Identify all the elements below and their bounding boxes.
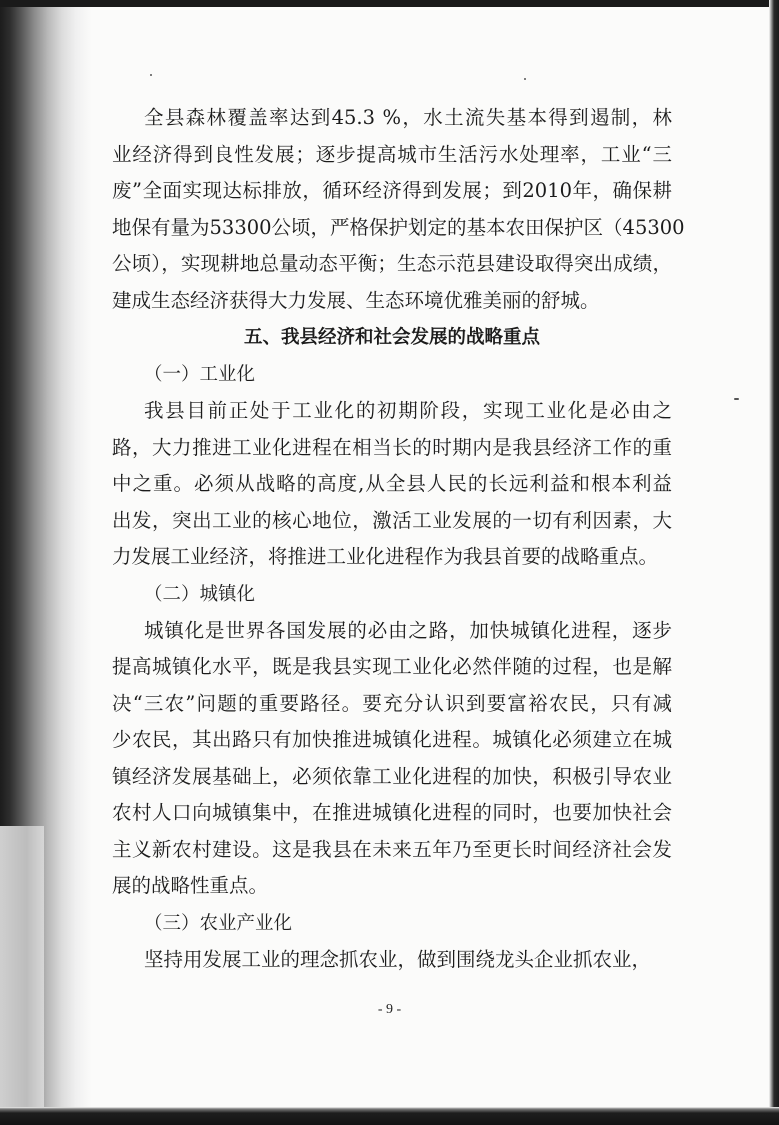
paragraph-line: 决“三农”问题的重要路径。要充分认识到要富裕农民，只有减	[112, 691, 672, 715]
agriculture-paragraph	[112, 942, 672, 979]
paragraph-line: 展的战略性重点。	[112, 874, 269, 897]
paragraph-line: 主义新农村建设。这是我县在未来五年乃至更长时间经济社会发	[112, 837, 672, 861]
paragraph-line: 建成生态经济获得大力发展、生态环境优雅美丽的舒城。	[112, 288, 600, 312]
section-heading: 五、我县经济和社会发展的战略重点	[243, 327, 540, 348]
paragraph-line: 全县森林覆盖率达到45.3 %，水土流失基本得到遏制，林	[144, 106, 672, 129]
page-number: - 9 -	[377, 1002, 402, 1017]
paragraph-line: 城镇化是世界各国发展的必由之路，加快城镇化进程，逐步	[144, 618, 672, 642]
industrialization-paragraph	[112, 393, 672, 576]
paragraph-line: 镇经济发展基础上，必须依靠工业化进程的加快，积极引导农业	[112, 764, 672, 788]
top-scan-border	[0, 0, 779, 7]
urbanization-paragraph	[112, 613, 672, 905]
paragraph-line: 路，大力推进工业化进程在相当长的时期内是我县经济工作的重	[112, 435, 672, 459]
subsection-title-industrialization: （一）工业化	[144, 364, 256, 385]
subsection-title-urbanization: （二）城镇化	[144, 583, 256, 605]
scan-speck	[524, 78, 526, 80]
subsection-title-agricultural-industrialization: （三）农业产业化	[144, 912, 293, 934]
paragraph-line: 我县目前正处于工业化的初期阶段，实现工业化是必由之	[144, 399, 672, 422]
paragraph-line: 提高城镇化水平，既是我县实现工业化必然伴随的过程，也是解	[112, 655, 672, 678]
paragraph-line: 地保有量为53300公顷，严格保护划定的基本农田保护区（45300	[112, 215, 685, 239]
page-edge-tab	[0, 826, 44, 1125]
scan-speck	[734, 398, 739, 400]
scan-speck	[150, 74, 152, 76]
paragraph-line: 废”全面实现达标排放，循环经济得到发展；到2010年，确保耕	[112, 179, 672, 202]
paragraph-line: 少农民，其出路只有加快推进城镇化进程。城镇化必须建立在城	[112, 728, 672, 751]
intro-paragraph	[112, 100, 685, 319]
paragraph-line: 公顷），实现耕地总量动态平衡；生态示范县建设取得突出成绩，	[112, 252, 672, 275]
document-body	[112, 100, 685, 978]
paragraph-line: 农村人口向城镇集中，在推进城镇化进程的同时，也要加快社会	[112, 801, 672, 824]
paragraph-line: 力发展工业经济，将推进工业化进程作为我县首要的战略重点。	[112, 545, 659, 568]
right-scan-border	[769, 0, 779, 1125]
paragraph-line: 坚持用发展工业的理念抓农业，做到围绕龙头企业抓农业，	[144, 947, 652, 971]
paragraph-line: 业经济得到良性发展；逐步提高城市生活污水处理率，工业“三	[112, 142, 672, 166]
bottom-scan-border	[0, 1107, 779, 1125]
paragraph-line: 出发，突出工业的核心地位，激活工业发展的一切有利因素，大	[112, 508, 672, 532]
paragraph-line: 中之重。必须从战略的高度,从全县人民的长远利益和根本利益	[112, 472, 672, 495]
